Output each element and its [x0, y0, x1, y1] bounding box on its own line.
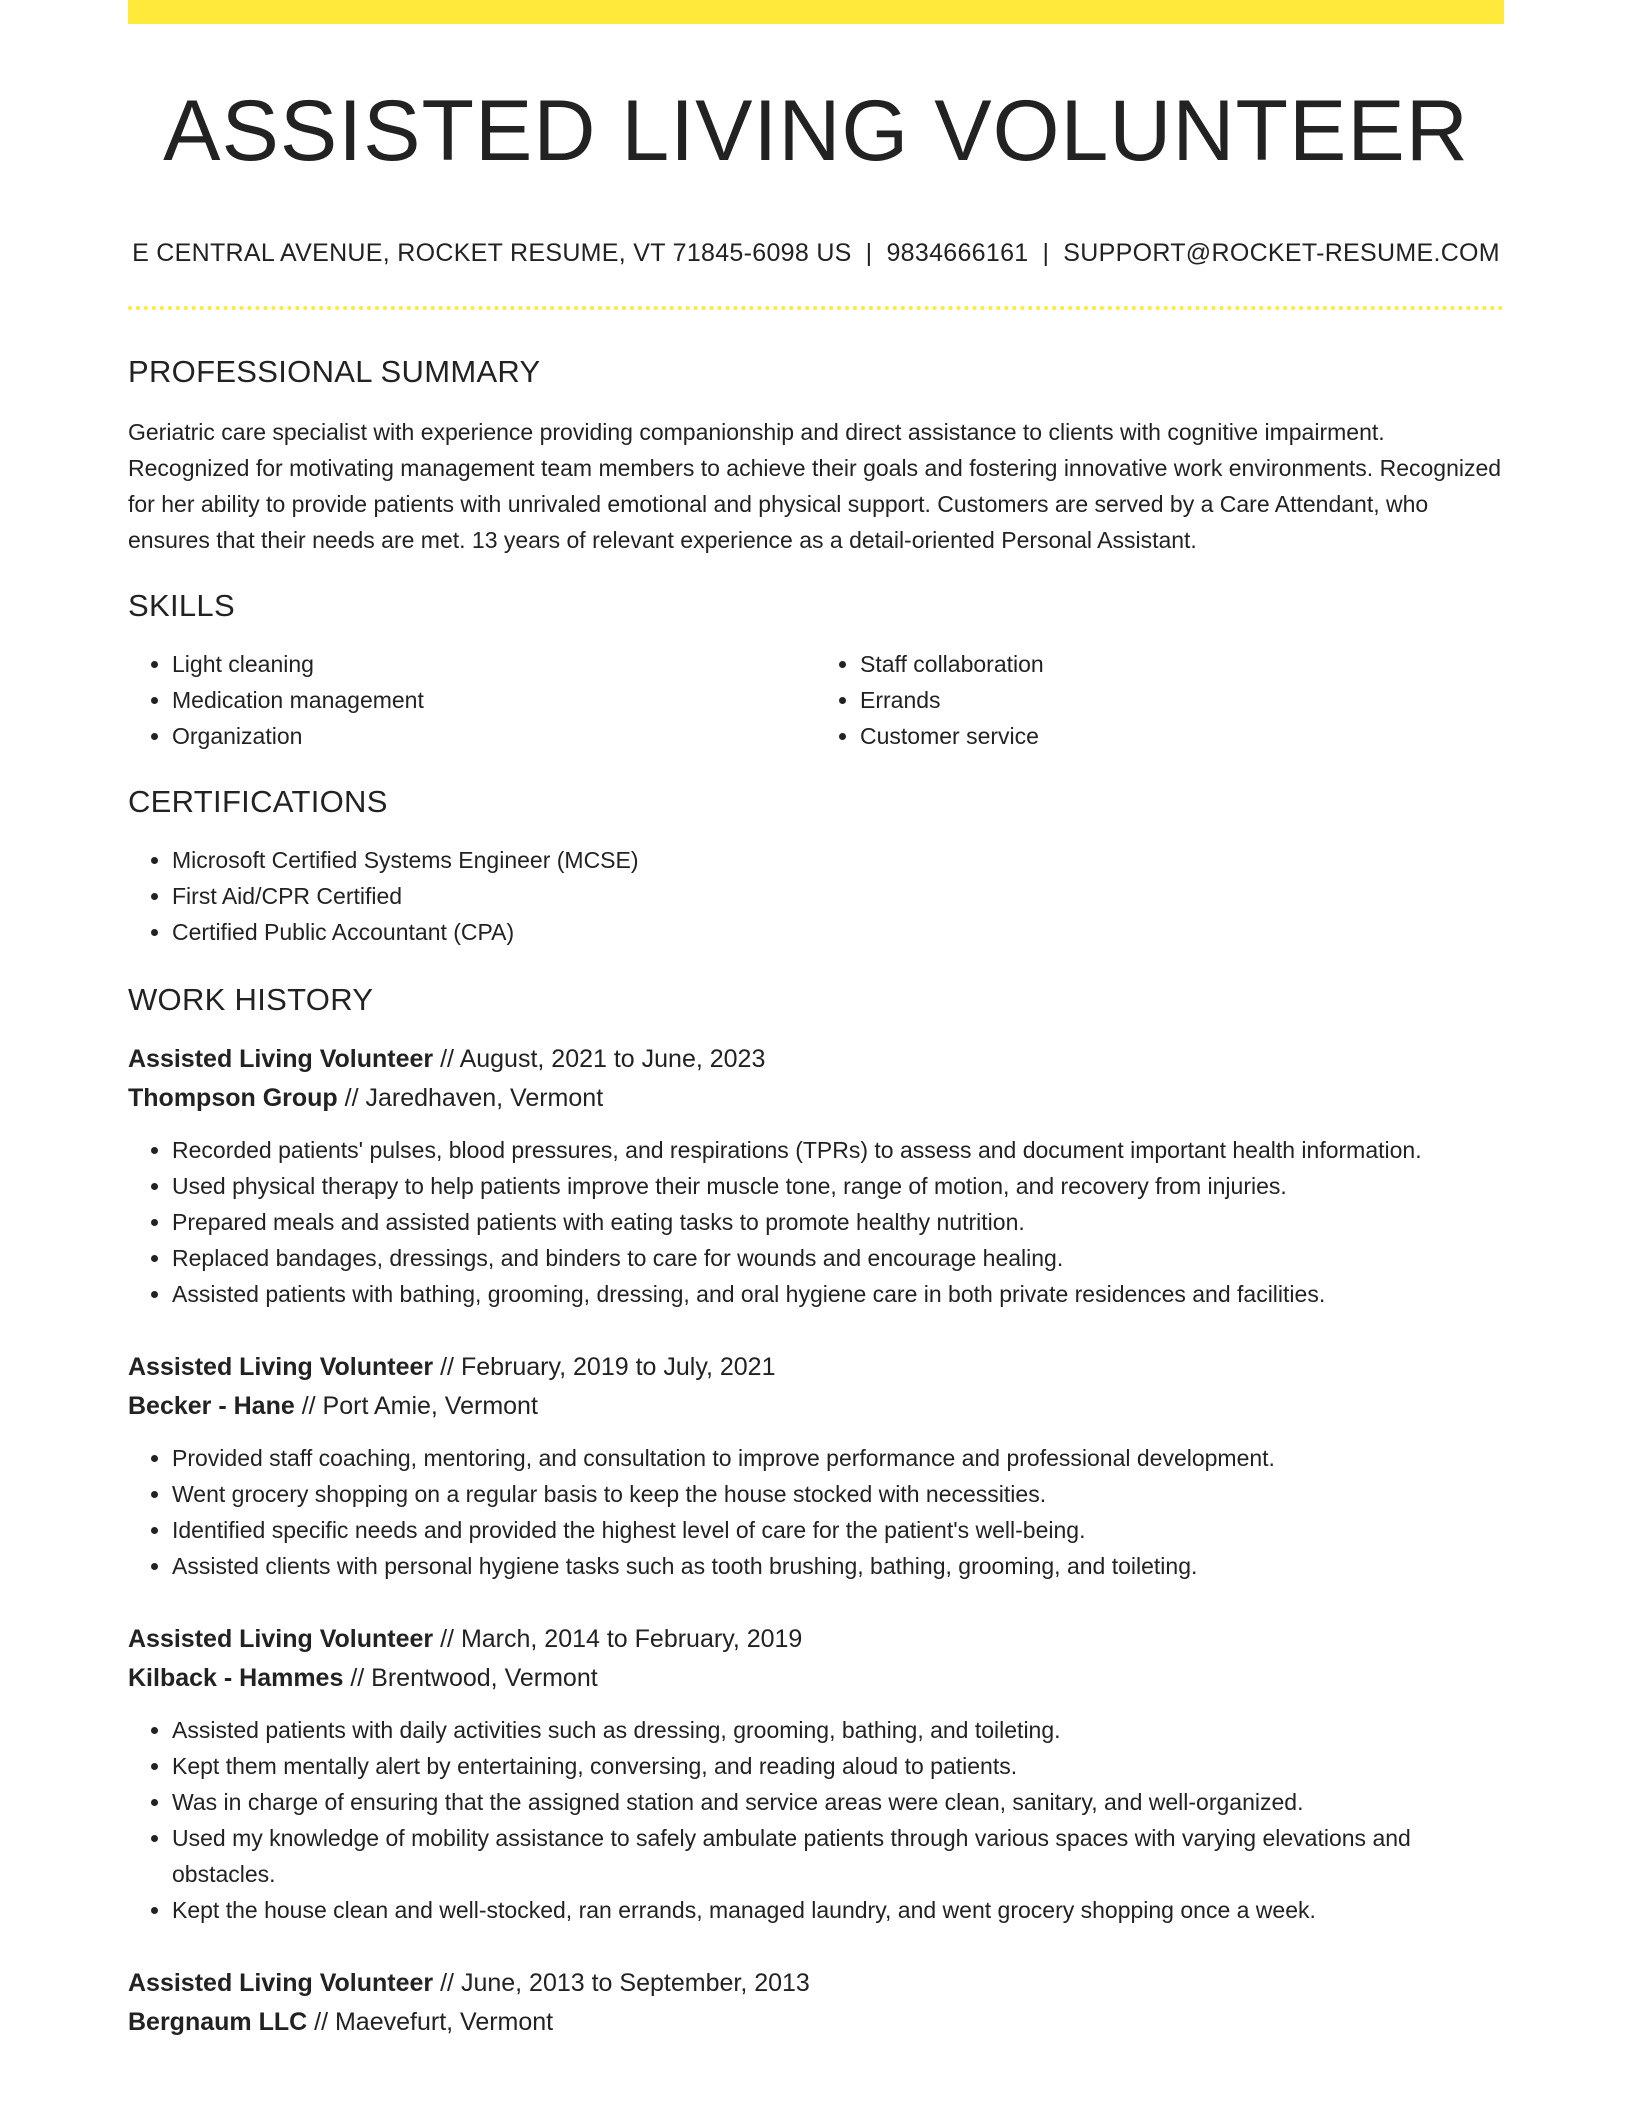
job-bullet: • Recorded patients' pulses, blood pressures, and respirations (TPRs) to assess and document important health information.	[172, 1132, 1504, 1168]
summary-text: Geriatric care specialist with experience providing companionship and direct assistance to clients with cognitive impairment. Recognized for motivating management team members to achieve their goals and fostering innovative work environments. Recognized for her ability to provide patients with unrivaled emotional and physical support. Customers are served by a Care Attendant, who ensures that their needs are met. 13 years of relevant experience as a detail-oriented Personal Assistant.	[128, 418, 1502, 553]
job-bullet: • Kept them mentally alert by entertaining, conversing, and reading aloud to patients.	[172, 1748, 1504, 1784]
certifications-list	[128, 842, 1504, 950]
job-dates: // February, 2019 to July, 2021	[440, 1352, 776, 1381]
contact-separator: |	[865, 238, 873, 267]
skill-item: • Staff collaboration	[860, 646, 1504, 682]
job-bullets	[128, 1712, 1504, 1928]
job-bullet: • Assisted patients with daily activities such as dressing, grooming, bathing, and toileting.	[172, 1712, 1504, 1748]
job-company-line	[128, 1659, 1504, 1698]
job-role-line	[128, 1964, 1504, 2003]
job-role: Assisted Living Volunteer	[128, 1968, 434, 1997]
resume-name: ASSISTED LIVING VOLUNTEER	[163, 83, 1469, 179]
skill-item: • Customer service	[860, 718, 1504, 754]
work-history-heading: WORK HISTORY	[128, 981, 374, 1017]
contact-email: SUPPORT@ROCKET-RESUME.COM	[1063, 238, 1500, 267]
job-bullets	[128, 1440, 1504, 1584]
skill-item: • Light cleaning	[172, 646, 816, 682]
job-bullet: • Assisted clients with personal hygiene tasks such as tooth brushing, bathing, grooming, and toileting.	[172, 1548, 1504, 1584]
certification-item: • Microsoft Certified Systems Engineer (MCSE)	[172, 842, 1504, 878]
job-bullet: • Replaced bandages, dressings, and binders to care for wounds and encourage healing.	[172, 1240, 1504, 1276]
contact-separator: |	[1042, 238, 1050, 267]
job-entry	[128, 1964, 1504, 2042]
job-bullet: • Went grocery shopping on a regular basis to keep the house stocked with necessities.	[172, 1476, 1504, 1512]
job-role: Assisted Living Volunteer	[128, 1352, 434, 1381]
job-bullet: • Used physical therapy to help patients improve their muscle tone, range of motion, and recovery from injuries.	[172, 1168, 1504, 1204]
job-bullet: • Provided staff coaching, mentoring, and consultation to improve performance and professional development.	[172, 1440, 1504, 1476]
job-company: Kilback - Hammes	[128, 1663, 344, 1692]
job-role-line	[128, 1620, 1504, 1659]
job-entry	[128, 1040, 1504, 1312]
job-location: // Port Amie, Vermont	[301, 1391, 538, 1420]
job-company-line	[128, 1079, 1504, 1118]
job-dates: // August, 2021 to June, 2023	[440, 1044, 766, 1073]
job-bullet: • Kept the house clean and well-stocked, ran errands, managed laundry, and went grocery shopping once a week.	[172, 1892, 1504, 1928]
contact-address: E CENTRAL AVENUE, ROCKET RESUME, VT 71845-6098 US	[132, 238, 852, 267]
job-dates: // June, 2013 to September, 2013	[440, 1968, 810, 1997]
resume-page	[128, 0, 1504, 2042]
skill-item: • Medication management	[172, 682, 816, 718]
contact-phone: 9834666161	[886, 238, 1029, 267]
job-bullet: • Assisted patients with bathing, grooming, dressing, and oral hygiene care in both private residences and facilities.	[172, 1276, 1504, 1312]
skills-heading: SKILLS	[128, 587, 235, 623]
job-entry	[128, 1348, 1504, 1584]
dotted-divider	[128, 306, 1504, 310]
job-bullet: • Identified specific needs and provided the highest level of care for the patient's well-being.	[172, 1512, 1504, 1548]
job-role-line	[128, 1348, 1504, 1387]
job-role-line	[128, 1040, 1504, 1079]
job-location: // Jaredhaven, Vermont	[344, 1083, 604, 1112]
contact-line	[128, 239, 1504, 268]
skills-grid	[128, 646, 1504, 754]
job-entry	[128, 1620, 1504, 1928]
certification-item: • Certified Public Accountant (CPA)	[172, 914, 1504, 950]
job-bullet: • Prepared meals and assisted patients with eating tasks to promote healthy nutrition.	[172, 1204, 1504, 1240]
skill-item: • Organization	[172, 718, 816, 754]
skill-item: • Errands	[860, 682, 1504, 718]
job-dates: // March, 2014 to February, 2019	[440, 1624, 803, 1653]
certifications-heading: CERTIFICATIONS	[128, 783, 388, 819]
certification-item: • First Aid/CPR Certified	[172, 878, 1504, 914]
job-company: Thompson Group	[128, 1083, 338, 1112]
job-bullet: • Used my knowledge of mobility assistance to safely ambulate patients through various spaces with varying elevations and obstacles.	[172, 1820, 1504, 1892]
skills-column-left	[128, 646, 816, 754]
job-company: Bergnaum LLC	[128, 2007, 308, 2036]
job-location: // Brentwood, Vermont	[350, 1663, 598, 1692]
job-bullet: • Was in charge of ensuring that the assigned station and service areas were clean, sanitary, and well-organized.	[172, 1784, 1504, 1820]
top-accent-bar	[128, 0, 1504, 24]
job-company-line	[128, 2003, 1504, 2042]
skills-column-right	[816, 646, 1504, 754]
job-company: Becker - Hane	[128, 1391, 295, 1420]
job-role: Assisted Living Volunteer	[128, 1624, 434, 1653]
job-location: // Maevefurt, Vermont	[314, 2007, 554, 2036]
summary-heading: PROFESSIONAL SUMMARY	[128, 353, 541, 389]
job-company-line	[128, 1387, 1504, 1426]
job-bullets	[128, 1132, 1504, 1312]
job-role: Assisted Living Volunteer	[128, 1044, 434, 1073]
